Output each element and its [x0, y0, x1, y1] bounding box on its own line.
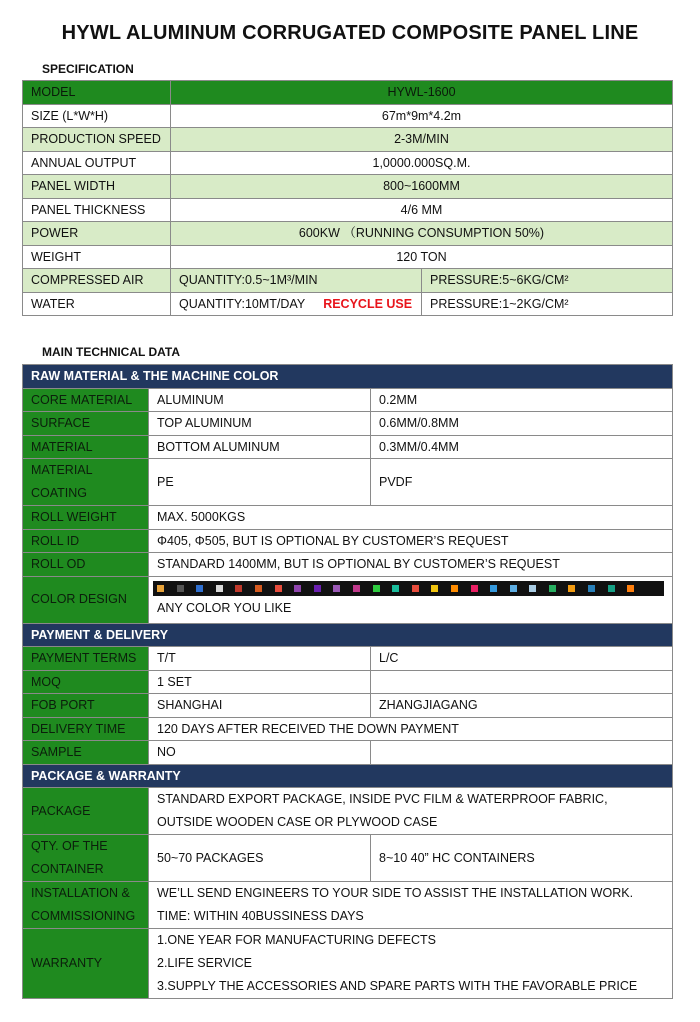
table-row: [23, 647, 673, 671]
speed-value: 2-3M/MIN: [171, 128, 673, 152]
color-swatch: [549, 585, 556, 592]
table-row: [23, 882, 673, 929]
core-material-a: ALUMINUM: [149, 388, 371, 412]
weight-label: WEIGHT: [23, 245, 171, 269]
color-swatch: [235, 585, 242, 592]
installation-label-line1: INSTALLATION &: [31, 886, 130, 900]
raw-material-header: RAW MATERIAL & THE MACHINE COLOR: [23, 365, 673, 389]
table-row: [23, 717, 673, 741]
table-row: [23, 175, 673, 199]
material-label: MATERIAL: [23, 435, 149, 459]
warranty-line2: 2.LIFE SERVICE: [157, 956, 252, 970]
sample-a: NO: [149, 741, 371, 765]
power-value: 600KW （RUNNING CONSUMPTION 50%): [171, 222, 673, 246]
width-label: PANEL WIDTH: [23, 175, 171, 199]
thickness-value: 4/6 MM: [171, 198, 673, 222]
core-material-b: 0.2MM: [371, 388, 673, 412]
color-swatch: [568, 585, 575, 592]
color-swatch-strip: [153, 581, 664, 596]
sample-b: [371, 741, 673, 765]
table-row: [23, 623, 673, 647]
color-swatch: [294, 585, 301, 592]
color-swatch: [157, 585, 164, 592]
table-row: [23, 104, 673, 128]
bottom-aluminum-thickness: 0.3MM/0.4MM: [371, 435, 673, 459]
payment-terms-label: PAYMENT TERMS: [23, 647, 149, 671]
water-quantity-cell: [171, 292, 422, 316]
table-row: [23, 245, 673, 269]
color-swatch: [471, 585, 478, 592]
table-row: [23, 459, 673, 506]
color-swatch: [431, 585, 438, 592]
specification-table: [22, 80, 673, 316]
power-label: POWER: [23, 222, 171, 246]
speed-label: PRODUCTION SPEED: [23, 128, 171, 152]
qty-label-line1: QTY. OF THE: [31, 839, 108, 853]
table-row: [23, 222, 673, 246]
table-row: [23, 151, 673, 175]
model-label: MODEL: [23, 81, 171, 105]
color-swatch: [333, 585, 340, 592]
width-value: 800~1600MM: [171, 175, 673, 199]
fob-port-b: ZHANGJIAGANG: [371, 694, 673, 718]
color-swatch: [392, 585, 399, 592]
page-title: HYWL ALUMINUM CORRUGATED COMPOSITE PANEL LINE: [61, 22, 639, 44]
package-line2: OUTSIDE WOODEN CASE OR PLYWOOD CASE: [157, 815, 438, 829]
table-row: [23, 435, 673, 459]
color-swatch: [510, 585, 517, 592]
table-row: [23, 388, 673, 412]
top-aluminum: TOP ALUMINUM: [149, 412, 371, 436]
color-swatch: [314, 585, 321, 592]
payment-terms-a: T/T: [149, 647, 371, 671]
package-label: PACKAGE: [23, 788, 149, 835]
bottom-aluminum: BOTTOM ALUMINUM: [149, 435, 371, 459]
coating-a: PE: [149, 459, 371, 506]
surface-label: SURFACE: [23, 412, 149, 436]
installation-line1: WE’LL SEND ENGINEERS TO YOUR SIDE TO ASSIST THE INSTALLATION WORK.: [157, 886, 634, 900]
warranty-value: [149, 929, 673, 999]
material-coating-label: [23, 459, 149, 506]
core-material-label: CORE MATERIAL: [23, 388, 149, 412]
water-pressure: PRESSURE:1~2KG/CM²: [422, 292, 673, 316]
table-row: [23, 412, 673, 436]
moq-b: [371, 670, 673, 694]
table-row: [23, 788, 673, 835]
air-label: COMPRESSED AIR: [23, 269, 171, 293]
weight-value: 120 TON: [171, 245, 673, 269]
table-row: [23, 764, 673, 788]
table-row: [23, 529, 673, 553]
table-row: [23, 198, 673, 222]
qty-packages: 50~70 PACKAGES: [149, 835, 371, 882]
water-quantity: QUANTITY:10MT/DAY: [179, 296, 306, 311]
installation-label: [23, 882, 149, 929]
table-row: [23, 365, 673, 389]
color-swatch: [608, 585, 615, 592]
color-swatch: [451, 585, 458, 592]
roll-id-value: Φ405, Φ505, BUT IS OPTIONAL BY CUSTOMER’S REQUEST: [149, 529, 673, 553]
color-swatch: [216, 585, 223, 592]
roll-od-label: ROLL OD: [23, 553, 149, 577]
coating-b: PVDF: [371, 459, 673, 506]
roll-weight-value: MAX. 5000KGS: [149, 506, 673, 530]
payment-header: PAYMENT & DELIVERY: [23, 623, 673, 647]
package-value: [149, 788, 673, 835]
roll-od-value: STANDARD 1400MM, BUT IS OPTIONAL BY CUSTOMER’S REQUEST: [149, 553, 673, 577]
delivery-time-value: 120 DAYS AFTER RECEIVED THE DOWN PAYMENT: [149, 717, 673, 741]
table-row: [23, 670, 673, 694]
installation-line2: TIME: WITHIN 40BUSSINESS DAYS: [157, 909, 364, 923]
color-swatch: [529, 585, 536, 592]
table-row: [23, 929, 673, 999]
color-swatch: [588, 585, 595, 592]
model-value: HYWL-1600: [171, 81, 673, 105]
table-row: [23, 506, 673, 530]
color-swatch: [373, 585, 380, 592]
table-row: [23, 576, 673, 623]
installation-value: [149, 882, 673, 929]
moq-label: MOQ: [23, 670, 149, 694]
warranty-label: WARRANTY: [23, 929, 149, 999]
color-swatch: [177, 585, 184, 592]
table-row: [23, 128, 673, 152]
package-header: PACKAGE & WARRANTY: [23, 764, 673, 788]
table-row: [23, 292, 673, 316]
annual-label: ANNUAL OUTPUT: [23, 151, 171, 175]
color-design-label: COLOR DESIGN: [23, 576, 149, 623]
roll-weight-label: ROLL WEIGHT: [23, 506, 149, 530]
table-row: [23, 835, 673, 882]
specification-heading: SPECIFICATION: [42, 62, 134, 76]
roll-id-label: ROLL ID: [23, 529, 149, 553]
main-technical-table: [22, 364, 673, 999]
qty-label-line2: CONTAINER: [31, 862, 104, 876]
color-swatch: [353, 585, 360, 592]
table-row: [23, 694, 673, 718]
color-swatch: [255, 585, 262, 592]
coating-label-line1: MATERIAL: [31, 463, 93, 477]
recycle-use-note: RECYCLE USE: [323, 296, 413, 311]
color-design-value: ANY COLOR YOU LIKE: [157, 601, 292, 615]
qty-containers: 8~10 40” HC CONTAINERS: [371, 835, 673, 882]
sample-label: SAMPLE: [23, 741, 149, 765]
color-swatch: [275, 585, 282, 592]
delivery-time-label: DELIVERY TIME: [23, 717, 149, 741]
coating-label-line2: COATING: [31, 486, 88, 500]
color-swatch: [412, 585, 419, 592]
color-swatch: [490, 585, 497, 592]
annual-value: 1,0000.000SQ.M.: [171, 151, 673, 175]
thickness-label: PANEL THICKNESS: [23, 198, 171, 222]
moq-a: 1 SET: [149, 670, 371, 694]
top-aluminum-thickness: 0.6MM/0.8MM: [371, 412, 673, 436]
main-technical-heading: MAIN TECHNICAL DATA: [42, 345, 180, 359]
table-row: [23, 269, 673, 293]
table-row: [23, 553, 673, 577]
color-swatch: [196, 585, 203, 592]
table-row: [23, 741, 673, 765]
warranty-line3: 3.SUPPLY THE ACCESSORIES AND SPARE PARTS WITH THE FAVORABLE PRICE: [157, 979, 638, 993]
size-label: SIZE (L*W*H): [23, 104, 171, 128]
fob-port-a: SHANGHAI: [149, 694, 371, 718]
installation-label-line2: COMMISSIONING: [31, 909, 136, 923]
color-swatch: [627, 585, 634, 592]
fob-port-label: FOB PORT: [23, 694, 149, 718]
air-quantity: QUANTITY:0.5~1M³/MIN: [171, 269, 422, 293]
size-value: 67m*9m*4.2m: [171, 104, 673, 128]
table-row: [23, 81, 673, 105]
color-design-cell: [149, 576, 673, 623]
payment-terms-b: L/C: [371, 647, 673, 671]
qty-container-label: [23, 835, 149, 882]
package-line1: STANDARD EXPORT PACKAGE, INSIDE PVC FILM & WATERPROOF FABRIC,: [157, 792, 608, 806]
water-label: WATER: [23, 292, 171, 316]
warranty-line1: 1.ONE YEAR FOR MANUFACTURING DEFECTS: [157, 933, 436, 947]
air-pressure: PRESSURE:5~6KG/CM²: [422, 269, 673, 293]
